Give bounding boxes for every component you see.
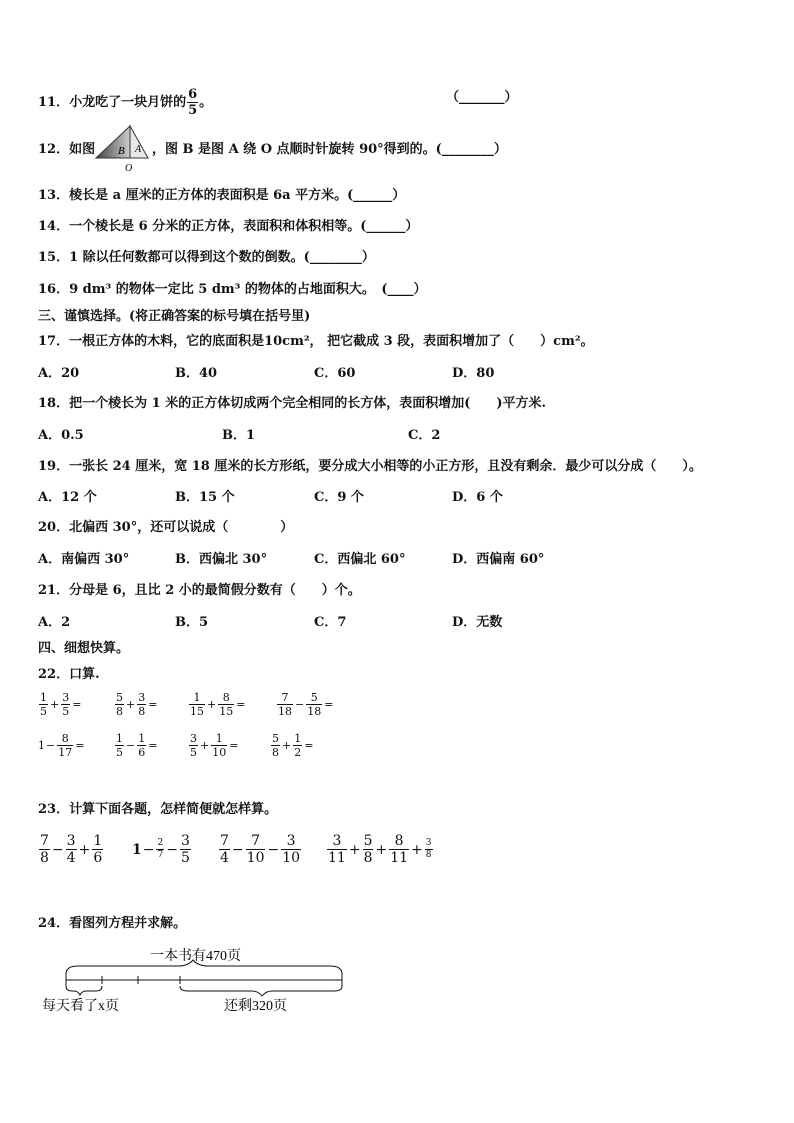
question-16: 16．9 dm³ 的物体一定比 5 dm³ 的物体的占地面积大。 (____）: [38, 282, 427, 297]
line-segment-diagram: [38, 944, 348, 1020]
q18-option-a[interactable]: A．0.5: [38, 428, 84, 443]
label-b: B: [118, 145, 125, 157]
q22-item-4: $\frac{7}{18}$ − $\frac{5}{18}$ =: [278, 691, 334, 718]
q21-option-c[interactable]: C．7: [314, 615, 347, 630]
question-15: 15．1 除以任何数都可以得到这个数的倒数。(________）: [38, 250, 375, 265]
question-14: 14．一个棱长是 6 分米的正方体，表面积和体积相等。(______）: [38, 219, 419, 234]
question-24-title: 24．看图列方程并求解。: [38, 916, 187, 931]
q20-option-c[interactable]: C．西偏北 60°: [314, 552, 406, 567]
q19-option-d[interactable]: D．6 个: [452, 490, 503, 505]
q22-item-6: $\frac{1}{5}$ − $\frac{1}{6}$ =: [116, 732, 158, 759]
question-20: 20．北偏西 30°，还可以说成（ ）: [38, 520, 294, 535]
q17-option-d[interactable]: D．80: [452, 366, 495, 381]
question-11: 11．小龙吃了一块月饼的 $\frac{6}{5}$ 。: [38, 87, 213, 118]
remaining-label: 还剩320页: [224, 999, 287, 1014]
remaining-brace: [180, 986, 342, 996]
q23-expression-2: 1 − $\frac{2}{7}$ − $\frac{3}{5}$: [132, 833, 190, 866]
q18-option-c[interactable]: C．2: [408, 428, 441, 443]
q22-item-7: $\frac{3}{5}$ + $\frac{1}{10}$ =: [190, 732, 239, 759]
question-23-title: 23．计算下面各题，怎样简便就怎样算。: [38, 802, 278, 817]
q20-option-b[interactable]: B．西偏北 30°: [175, 552, 268, 567]
label-o: O: [125, 163, 133, 174]
q17-option-a[interactable]: A．20: [38, 366, 80, 381]
section-3-heading: 三、谨慎选择。(将正确答案的标号填在括号里): [38, 309, 311, 324]
q21-option-a[interactable]: A．2: [38, 615, 71, 630]
q20-option-d[interactable]: D．西偏南 60°: [452, 552, 545, 567]
question-19: 19．一张长 24 厘米，宽 18 厘米的长方形纸，要分成大小相等的小正方形，且没有剩余．最少可以分成（ ）。: [38, 459, 702, 474]
q22-item-5: 1 − $\frac{8}{17}$ =: [38, 732, 85, 759]
q19-option-b[interactable]: B．15 个: [175, 490, 235, 505]
q22-item-3: $\frac{1}{15}$ + $\frac{8}{15}$ =: [190, 691, 246, 718]
q19-option-c[interactable]: C．9 个: [314, 490, 364, 505]
q17-option-c[interactable]: C．60: [314, 366, 356, 381]
q20-option-a[interactable]: A．南偏西 30°: [38, 552, 130, 567]
section-4-heading: 四、细想快算。: [38, 641, 130, 656]
q12-prefix: 12．如图: [38, 142, 96, 157]
question-21: 21．分母是 6，且比 2 小的最简假分数有（ ）个。: [38, 583, 361, 598]
question-17: 17．一根正方体的木料，它的底面积是10cm²， 把它截成 3 段，表面积增加了（ ）cm²。: [38, 334, 594, 349]
q21-option-d[interactable]: D．无数: [452, 615, 503, 630]
q23-expression-3: $\frac{7}{4}$ − $\frac{7}{10}$ − $\frac{3}{10}$: [220, 833, 301, 866]
daily-brace: [66, 986, 102, 995]
q11-answer-blank[interactable]: （_______）: [446, 90, 518, 105]
daily-label: 每天看了x页: [42, 999, 119, 1014]
question-13: 13．棱长是 a 厘米的正方体的表面积是 6a 平方米。(______）: [38, 188, 406, 203]
q19-option-a[interactable]: A．12 个: [38, 490, 97, 505]
q21-option-b[interactable]: B．5: [175, 615, 209, 630]
total-label: 一本书有470页: [150, 949, 241, 964]
q18-option-b[interactable]: B．1: [222, 428, 256, 443]
q22-item-1: $\frac{1}{5}$ + $\frac{3}{5}$ =: [40, 691, 82, 718]
q23-expression-1: $\frac{7}{8}$ − $\frac{3}{4}$ + $\frac{1}{6}$: [40, 833, 103, 866]
q11-text: 11．小龙吃了一块月饼的: [38, 95, 187, 110]
q22-item-2: $\frac{5}{8}$ + $\frac{3}{8}$ =: [116, 691, 158, 718]
q22-item-8: $\frac{5}{8}$ + $\frac{1}{2}$ =: [272, 732, 314, 759]
q11-fraction: $\frac{6}{5}$: [188, 87, 198, 118]
q23-expression-4: $\frac{3}{11}$ + $\frac{5}{8}$ + $\frac{8}{11}$ + $\frac{3}{8}$: [328, 833, 432, 866]
label-a: A: [135, 144, 142, 155]
question-18: 18．把一个棱长为 1 米的正方体切成两个完全相同的长方体，表面积增加( )平方米.: [38, 396, 547, 411]
rotation-figure: [94, 124, 156, 174]
question-22-title: 22．口算.: [38, 667, 100, 682]
q17-option-b[interactable]: B．40: [175, 366, 218, 381]
triangle-b: [96, 126, 130, 158]
q12-text: ，图 B 是图 A 绕 O 点顺时针旋转 90°得到的。(________）: [152, 142, 507, 157]
